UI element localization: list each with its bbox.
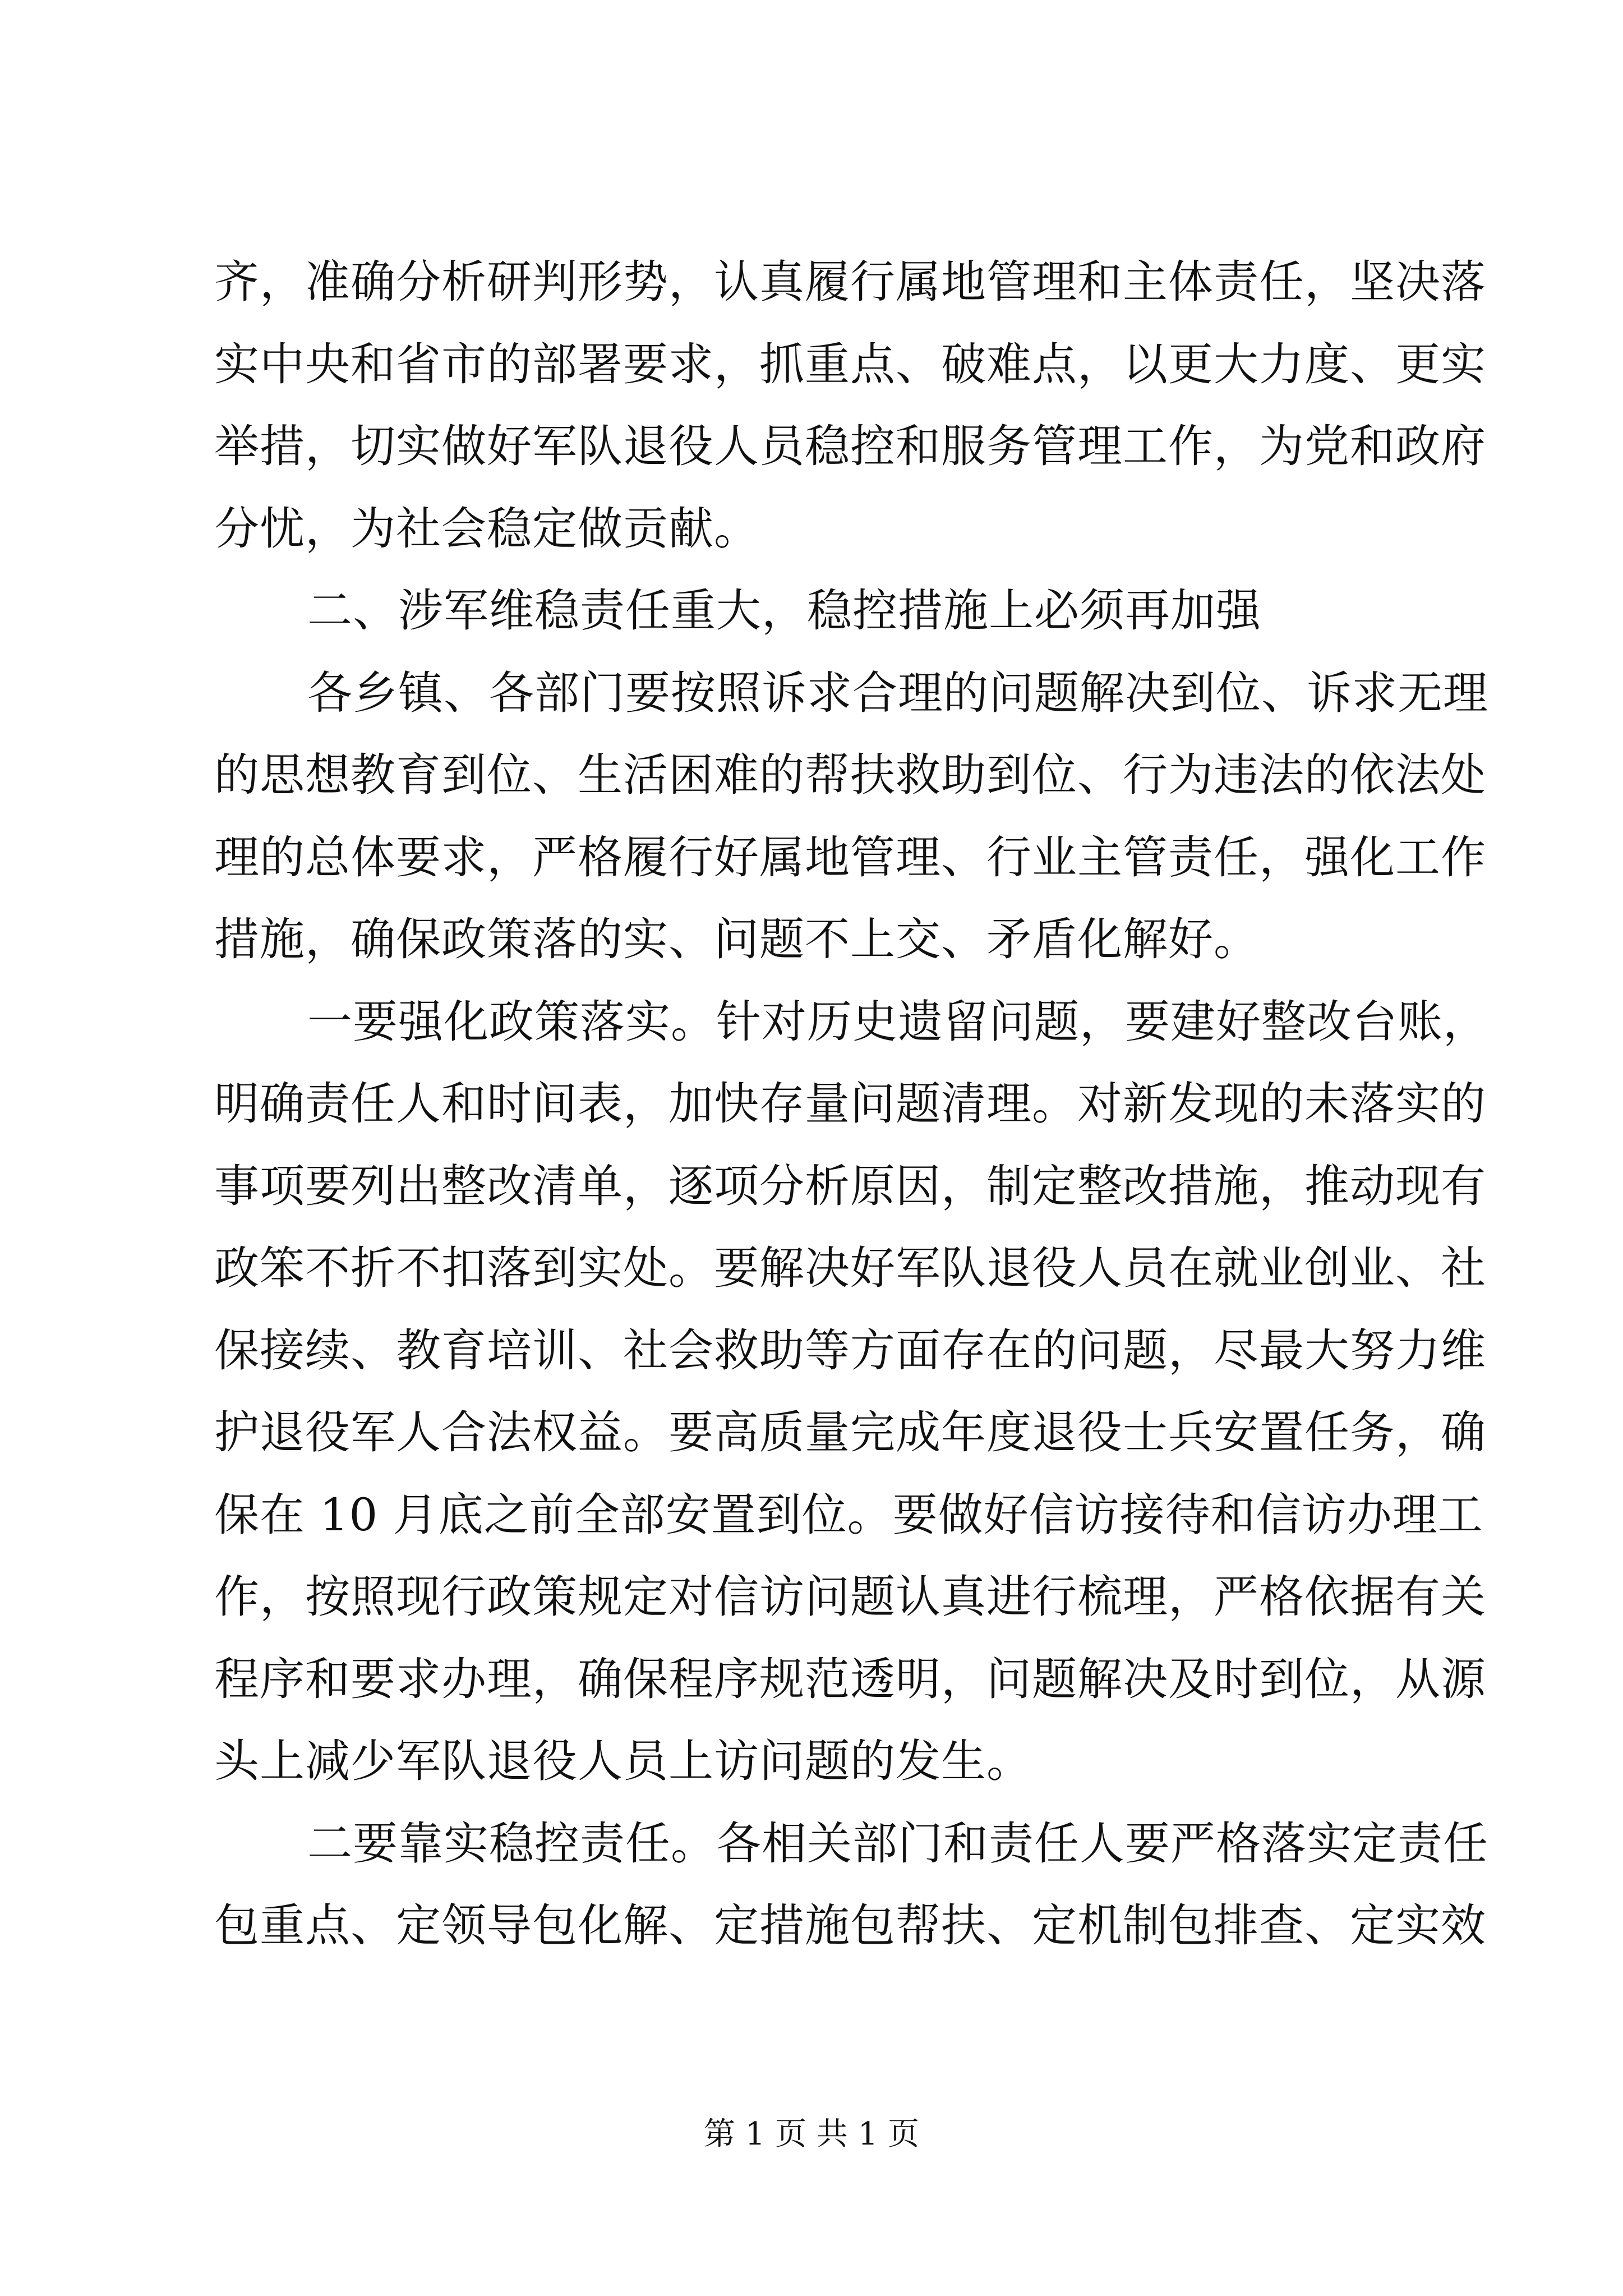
text-line: 二要靠实稳控责任。各相关部门和责任人要严格落实定责任 [307,1817,1488,1870]
text-line: 作，按照现行政策规定对信访问题认真进行梳理，严格依据有关 [214,1571,1486,1623]
text-line: 各乡镇、各部门要按照诉求合理的问题解决到位、诉求无理 [307,666,1488,719]
text-line: 政笨不折不扣落到实处。要解决好军队退役人员在就业创业、社 [214,1242,1486,1294]
text-line: 一要强化政策落实。针对历史遗留问题，要建好整改台账， [307,995,1488,1048]
text-line: 实中央和省市的部署要求，抓重点、破难点，以更大力度、更实 [214,338,1486,390]
text-line: 包重点、定领导包化解、定措施包帮扶、定机制包排查、定实效 [214,1899,1486,1952]
text-line: 分忧，为社会稳定做贡献。 [214,502,759,555]
text-line: 护退役军人合法权益。要高质量完成年度退役士兵安置任务，确 [214,1406,1486,1458]
text-line: 举措，切实做好军队退役人员稳控和服务管理工作，为党和政府 [214,420,1486,472]
text-line: 事项要列出整改清单，逐项分析原因，制定整改措施，推动现有 [214,1159,1486,1212]
text-line: 程序和要求办理，确保程序规范透明，问题解决及时到位，从源 [214,1653,1486,1705]
text-line: 保接续、教育培训、社会救助等方面存在的问题，尽最大努力维 [214,1324,1486,1377]
text-line: 明确责任人和时间表，加快存量问题清理。对新发现的未落实的 [214,1078,1486,1130]
document-body [214,241,1488,1967]
text-line: 保在 10 月底之前全部安置到位。要做好信访接待和信访办理工 [214,1488,1483,1541]
page-footer [0,2115,1623,2154]
text-line: 二、涉军维稳责任重大，稳控措施上必须再加强 [307,585,1261,637]
text-line: 措施，确保政策落的实、问题不上交、矛盾化解好。 [214,913,1259,965]
page-number-label: 第 1 页 共 1 页 [703,2116,920,2152]
text-line: 头上减少军队退役人员上访问题的发生。 [214,1735,1032,1787]
text-line: 理的总体要求，严格履行好属地管理、行业主管责任，强化工作 [214,831,1486,884]
text-line: 的思想教育到位、生活困难的帮扶救助到位、行为违法的依法处 [214,749,1486,801]
text-line: 齐，准确分析研判形势，认真履行属地管理和主体责任，坚决落 [214,256,1486,308]
